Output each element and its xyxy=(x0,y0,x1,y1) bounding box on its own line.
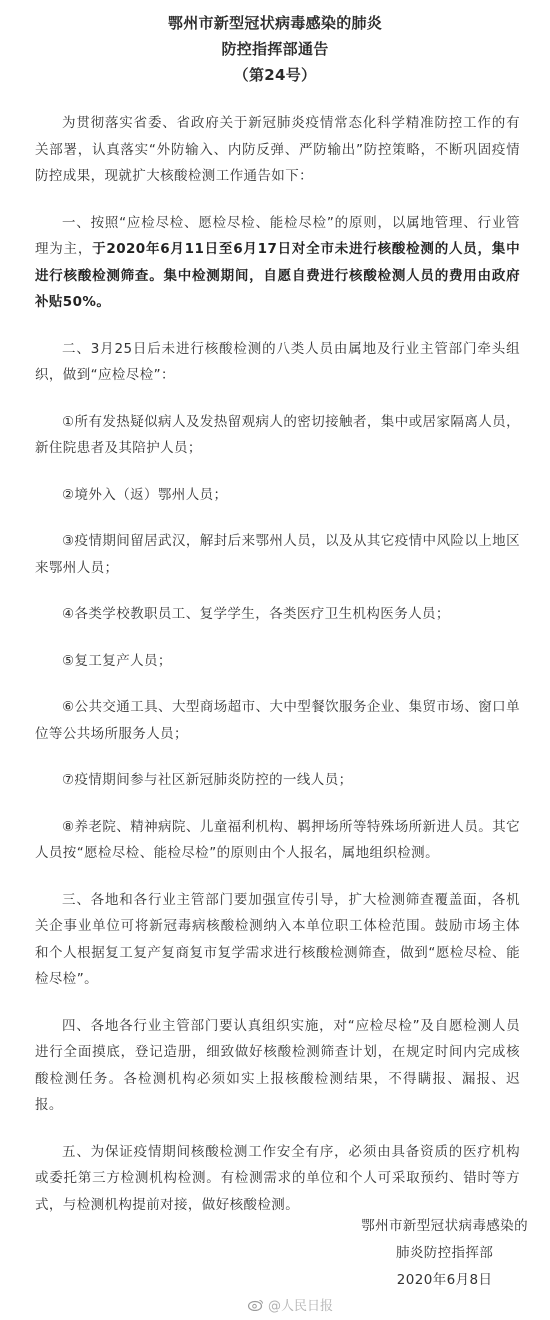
section-1-text: 一、按照“应检尽检、愿检尽检、能检尽检”的原则，以属地管理、行业管理为主， xyxy=(35,214,520,257)
section-1 xyxy=(35,210,520,316)
section-4: 四、各地各行业主管部门要认真组织实施，对“应检尽检”及自愿检测人员进行全面摸底，登记造册，细致做好核酸检测筛查计划，在规定时间内完成核酸检测任务。各检测机构必须如实上报核酸检测结果，不得瞒报、漏报、迟报。 xyxy=(35,1017,520,1113)
list-item-7: ⑦疫情期间参与社区新冠肺炎防控的一线人员； xyxy=(62,772,353,788)
notice-body xyxy=(35,110,520,1238)
section-1-emphasis: 于2020年6月11日至6月17日对全市未进行核酸检测的人员，集中进行核酸检测筛查。集中检测期间，自愿自费进行核酸检测人员的费用由政府补贴50%。 xyxy=(35,241,520,310)
list-item-4: ④各类学校教职员工、复学学生，各类医疗卫生机构医务人员； xyxy=(62,606,450,622)
list-item-5: ⑤复工复产人员； xyxy=(62,652,172,669)
list-item-2: ②境外入（返）鄂州人员； xyxy=(62,486,228,503)
intro-paragraph: 为贯彻落实省委、省政府关于新冠肺炎疫情常态化科学精准防控工作的有关部署，认真落实“外防输入、内防反弹、严防输出”防控策略，不断巩固疫情防控成果，现就扩大核酸检测工作通告如下： xyxy=(35,115,520,184)
signature-date: 2020年6月8日 xyxy=(396,1272,493,1288)
weibo-icon xyxy=(248,1299,264,1311)
section-5: 五、为保证疫情期间核酸检测工作安全有序，必须由具备资质的医疗机构或委托第三方检测机构检测。有检测需求的单位和个人可采取预约、错时等方式，与检测机构提前对接，做好核酸检测。 xyxy=(35,1143,520,1213)
list-item-1: ①所有发热疑似病人及发热留观病人的密切接触者，集中或居家隔离人员，新住院患者及其陪护人员； xyxy=(35,413,520,456)
section-2: 二、3月25日后未进行核酸检测的八类人员由属地及行业主管部门牵头组织，做到“应检尽检”： xyxy=(35,340,520,383)
title-line-3: （第24号） xyxy=(233,66,317,84)
notice-title xyxy=(0,10,550,88)
signature-line-1: 鄂州市新型冠状病毒感染的 xyxy=(361,1218,528,1234)
signature-block xyxy=(361,1213,528,1294)
list-item-3: ③疫情期间留居武汉，解封后来鄂州人员，以及从其它疫情中风险以上地区来鄂州人员； xyxy=(35,533,520,576)
section-3: 三、各地和各行业主管部门要加强宣传引导，扩大检测筛查覆盖面，各机关企事业单位可将新冠毒病核酸检测纳入本单位职工体检范围。鼓励市场主体和个人根据复工复产复商复市复学需求进行核酸检测筛查，做到“愿检尽检、能检尽检”。 xyxy=(35,891,520,987)
signature-line-2: 肺炎防控指挥部 xyxy=(395,1245,494,1261)
list-item-6: ⑥公共交通工具、大型商场超市、大中型餐饮服务企业、集贸市场、窗口单位等公共场所服务人员； xyxy=(35,699,520,742)
list-item-8: ⑧养老院、精神病院、儿童福利机构、羁押场所等特殊场所新进人员。其它人员按“愿检尽检、能检尽检”的原则由个人报名，属地组织检测。 xyxy=(35,818,520,861)
title-line-2: 防控指挥部通告 xyxy=(221,40,329,58)
watermark xyxy=(248,1295,333,1314)
title-line-1: 鄂州市新型冠状病毒感染的肺炎 xyxy=(167,14,383,32)
watermark-text: @人民日报 xyxy=(268,1299,334,1314)
